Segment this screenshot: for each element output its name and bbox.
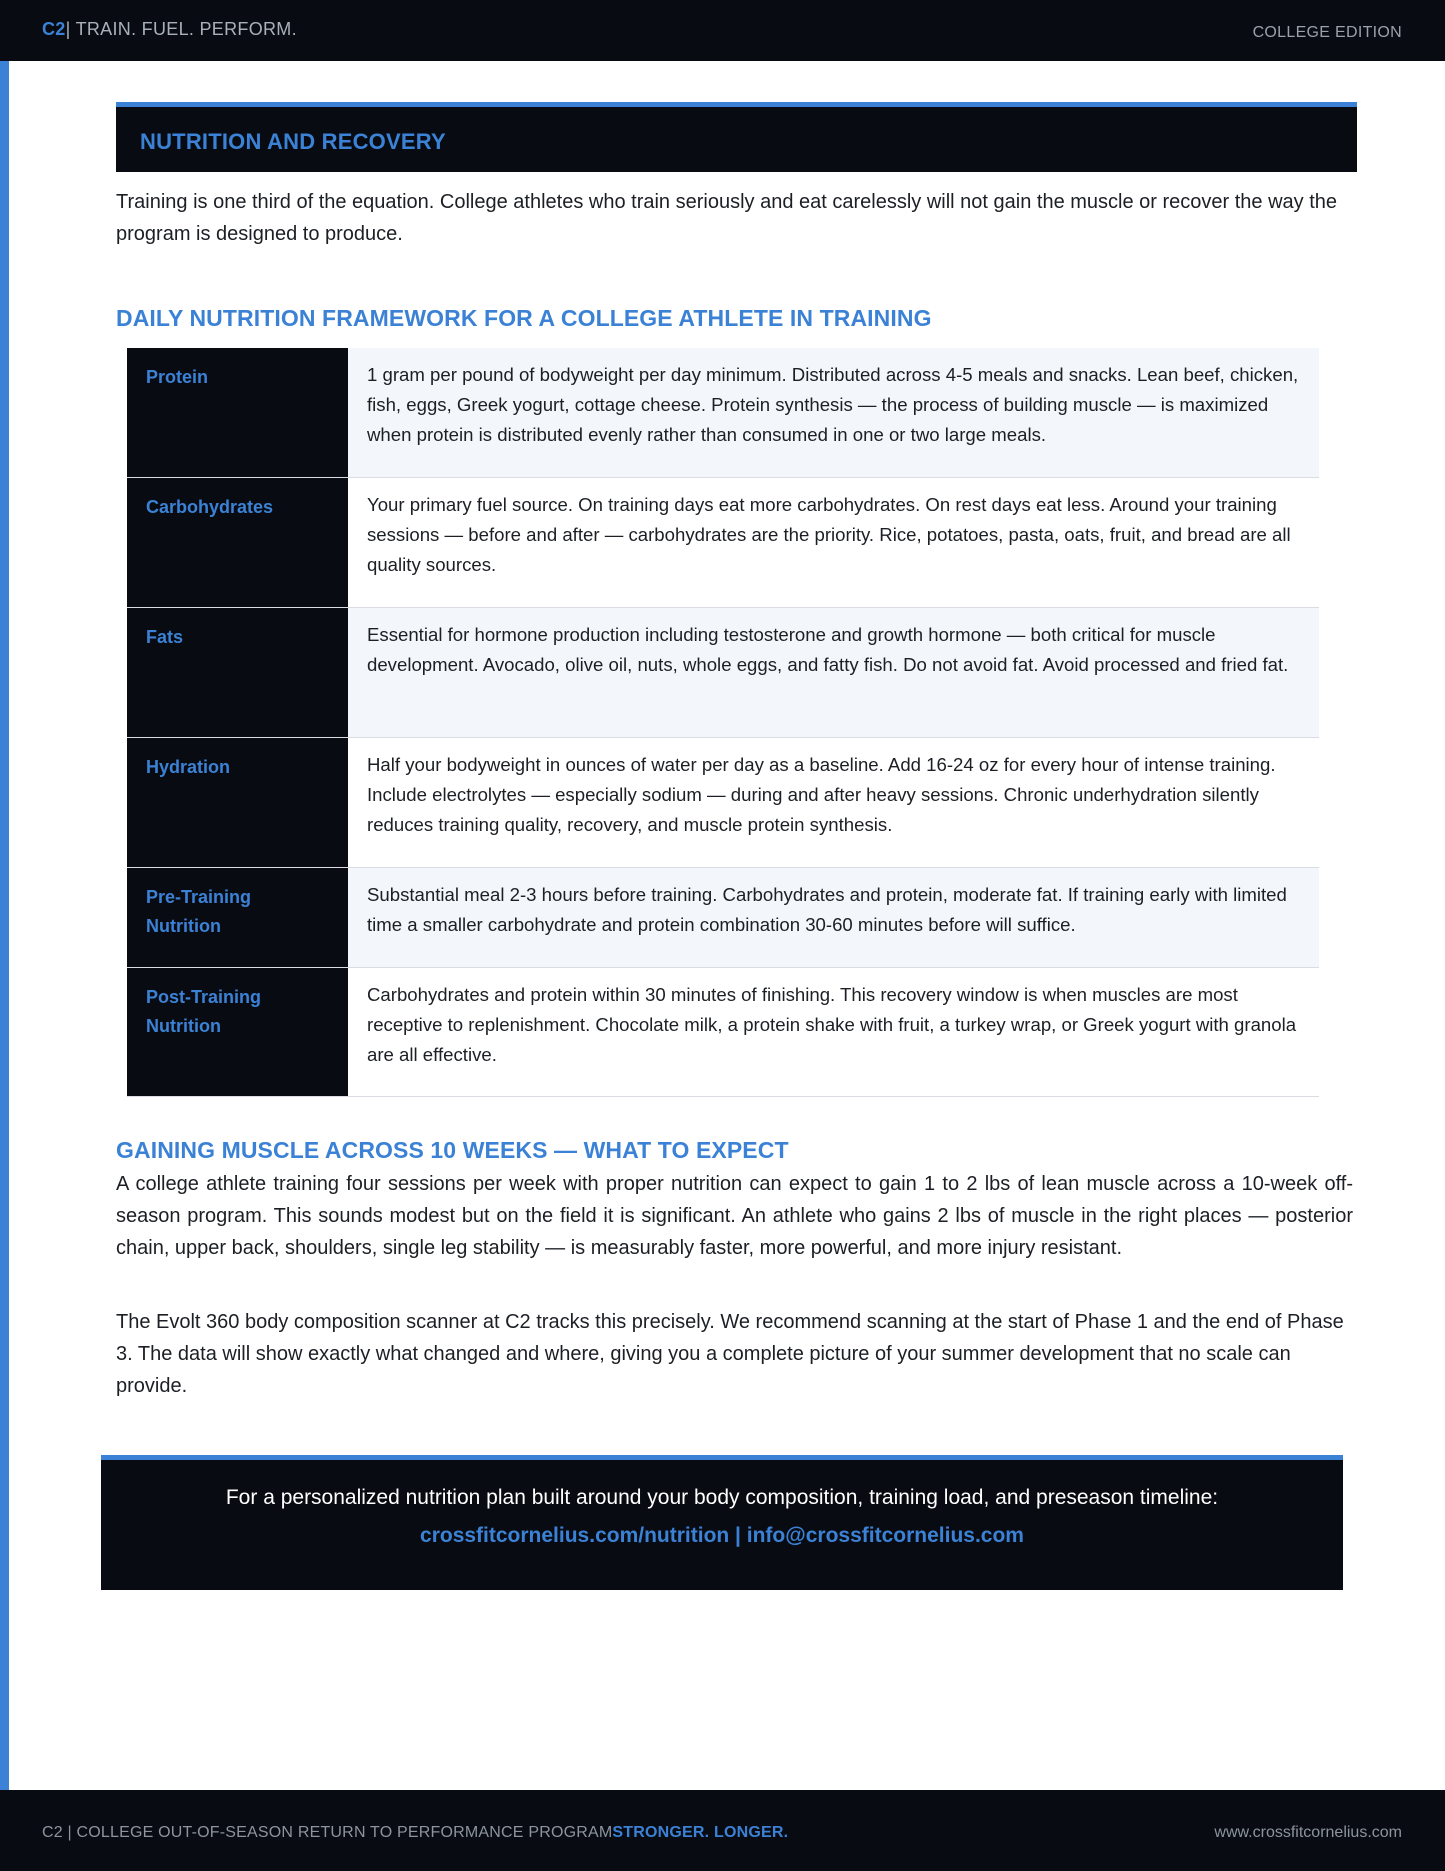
muscle-paragraph: A college athlete training four sessions per week with proper nutrition can expect to gain 1 to 2 lbs of lean muscle across a 10-week off-season program. This sounds modest but on the field it is significant. An athlete who gains 2 lbs of muscle in the right places — posterior chain, upper back, shoulders, single leg stability — is measurably faster, more powerful, and more injury resistant. [116,1173,1353,1259]
left-accent-stripe [0,61,9,1790]
nutrition-framework-table [127,348,1319,1097]
table-row [127,608,1319,738]
row-label: Hydration [127,738,348,867]
cta-links[interactable]: crossfitcornelius.com/nutrition | info@crossfitcornelius.com [420,1524,1024,1547]
row-label: Pre-Training Nutrition [127,868,348,967]
row-description: Essential for hormone production including testosterone and growth hormone — both critical for muscle development. Avocado, olive oil, nuts, whole eggs, and fatty fish. Do not avoid fat. Avoid processed and fried fat. [348,608,1319,737]
row-label: Carbohydrates [127,478,348,607]
tagline: | TRAIN. FUEL. PERFORM. [65,19,297,39]
table-row [127,868,1319,968]
cta-box [101,1455,1343,1590]
footer-bar [0,1790,1445,1871]
row-description: Substantial meal 2-3 hours before training. Carbohydrates and protein, moderate fat. If training early with limited time a smaller carbohydrate and protein combination 30-60 minutes before will suffice. [348,868,1319,967]
table-row [127,738,1319,868]
row-label: Fats [127,608,348,737]
section-banner [116,102,1357,172]
row-label: Protein [127,348,348,477]
muscle-heading: GAINING MUSCLE ACROSS 10 WEEKS — WHAT TO EXPECT [116,1137,789,1163]
brand-tagline [42,19,297,40]
footer-website[interactable]: www.crossfitcornelius.com [1214,1824,1402,1841]
top-bar [0,0,1445,61]
brand-logo: C2 [42,19,66,39]
row-description: Carbohydrates and protein within 30 minutes of finishing. This recovery window is when muscles are most receptive to replenishment. Chocolate milk, a protein shake with fruit, a turkey wrap, or Greek yogurt with granola are all effective. [348,968,1319,1096]
evolt-paragraph: The Evolt 360 body composition scanner at C2 tracks this precisely. We recommend scanning at the start of Phase 1 and the end of Phase 3. The data will show exactly what changed and where, giving you a complete picture of your summer development that no scale can provide. [116,1311,1344,1397]
row-description: Your primary fuel source. On training days eat more carbohydrates. On rest days eat less. Around your training sessions — before and after — carbohydrates are the priority. Rice, potatoes, pasta, oats, fruit, and bread are all quality sources. [348,478,1319,607]
footer-slogan: STRONGER. LONGER. [612,1824,789,1841]
edition-label: COLLEGE EDITION [1252,24,1402,41]
cta-text: For a personalized nutrition plan built around your body composition, training load, and preseason timeline: [225,1486,1219,1509]
table-row [127,478,1319,608]
framework-heading: DAILY NUTRITION FRAMEWORK FOR A COLLEGE ATHLETE IN TRAINING [116,305,932,331]
intro-paragraph: Training is one third of the equation. College athletes who train seriously and eat carelessly will not gain the muscle or recover the way the program is designed to produce. [116,191,1338,245]
table-row [127,968,1319,1097]
table-row [127,348,1319,478]
row-description: Half your bodyweight in ounces of water per day as a baseline. Add 16-24 oz for every hour of intense training. Include electrolytes — especially sodium — during and after heavy sessions. Chronic underhydration silently reduces training quality, recovery, and muscle protein synthesis. [348,738,1319,867]
footer-program [42,1824,788,1842]
footer-program-name: C2 | COLLEGE OUT-OF-SEASON RETURN TO PERFORMANCE PROGRAM [42,1824,613,1841]
section-title: NUTRITION AND RECOVERY [140,129,446,154]
row-description: 1 gram per pound of bodyweight per day minimum. Distributed across 4-5 meals and snacks. Lean beef, chicken, fish, eggs, Greek yogurt, cottage cheese. Protein synthesis — the process of building muscle — is maximized when protein is distributed evenly rather than consumed in one or two large meals. [348,348,1319,477]
row-label: Post-Training Nutrition [127,968,348,1096]
